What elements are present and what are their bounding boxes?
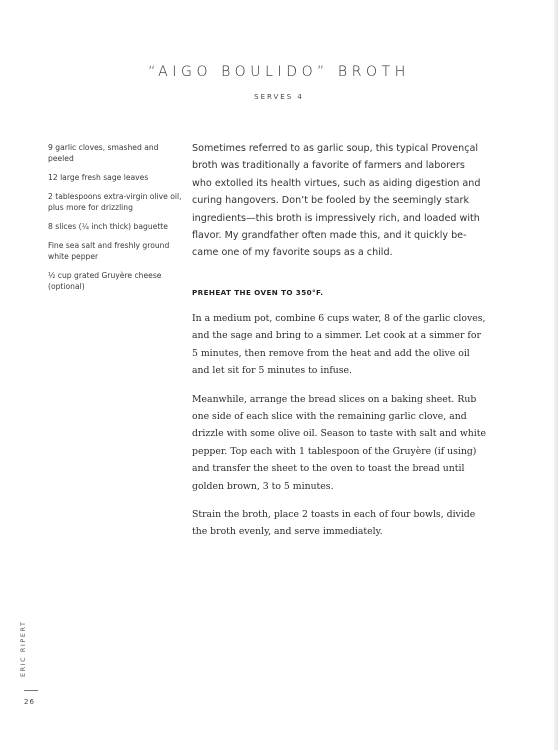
method-paragraph: In a medium pot, combine 6 cups water, 8 of the garlic cloves, and the sage and bring to a simmer. Let cook at a simmer for 5 minutes, then remove from the heat and add the olive oil and let sit for 5 minutes to infuse. bbox=[192, 313, 486, 377]
page-edge bbox=[554, 0, 558, 750]
folio-rule bbox=[24, 690, 38, 691]
step-heading: PREHEAT THE OVEN TO 350°F. bbox=[192, 288, 324, 297]
serves-label: SERVES 4 bbox=[254, 93, 304, 101]
page-number: 26 bbox=[24, 698, 35, 706]
method-paragraph: Strain the broth, place 2 toasts in each of four bowls, divide the broth evenly, and serve immediately. bbox=[192, 509, 476, 538]
ingredient-item: 9 garlic cloves, smashed and peeled bbox=[48, 143, 159, 163]
recipe-intro: Sometimes referred to as garlic soup, this typical Provençal broth was traditionally a favorite of farmers and laborers who extolled its health virtues, such as aiding digestion and curing hangovers. Don’t be fooled by the seemingly stark ingredients—this broth is impressively rich, and loaded with flavor. My grandfather often made this, and it quickly became one of my favorite soups as a child. bbox=[192, 143, 481, 259]
ingredient-item: ½ cup grated Gruyère cheese (optional) bbox=[48, 271, 162, 291]
ingredient-item: 8 slices (¼ inch thick) baguette bbox=[48, 222, 168, 231]
recipe-title: “AIGO BOULIDO” BROTH bbox=[148, 64, 410, 80]
ingredient-list bbox=[48, 142, 184, 300]
author-running-head: ERIC RIPERT bbox=[19, 620, 27, 677]
method-paragraph: Meanwhile, arrange the bread slices on a baking sheet. Rub one side of each slice with the remaining garlic clove, and drizzle with some olive oil. Season to taste with salt and white pepper. Top each with 1 tablespoon of the Gruyère (if using) and transfer the sheet to the oven to toast the bread until golden brown, 3 to 5 minutes. bbox=[192, 393, 486, 492]
ingredient-item: Fine sea salt and freshly ground white pepper bbox=[48, 241, 170, 261]
ingredient-item: 12 large fresh sage leaves bbox=[48, 173, 149, 182]
method-steps bbox=[192, 310, 488, 552]
ingredient-item: 2 tablespoons extra-virgin olive oil, plus more for drizzling bbox=[48, 192, 182, 212]
